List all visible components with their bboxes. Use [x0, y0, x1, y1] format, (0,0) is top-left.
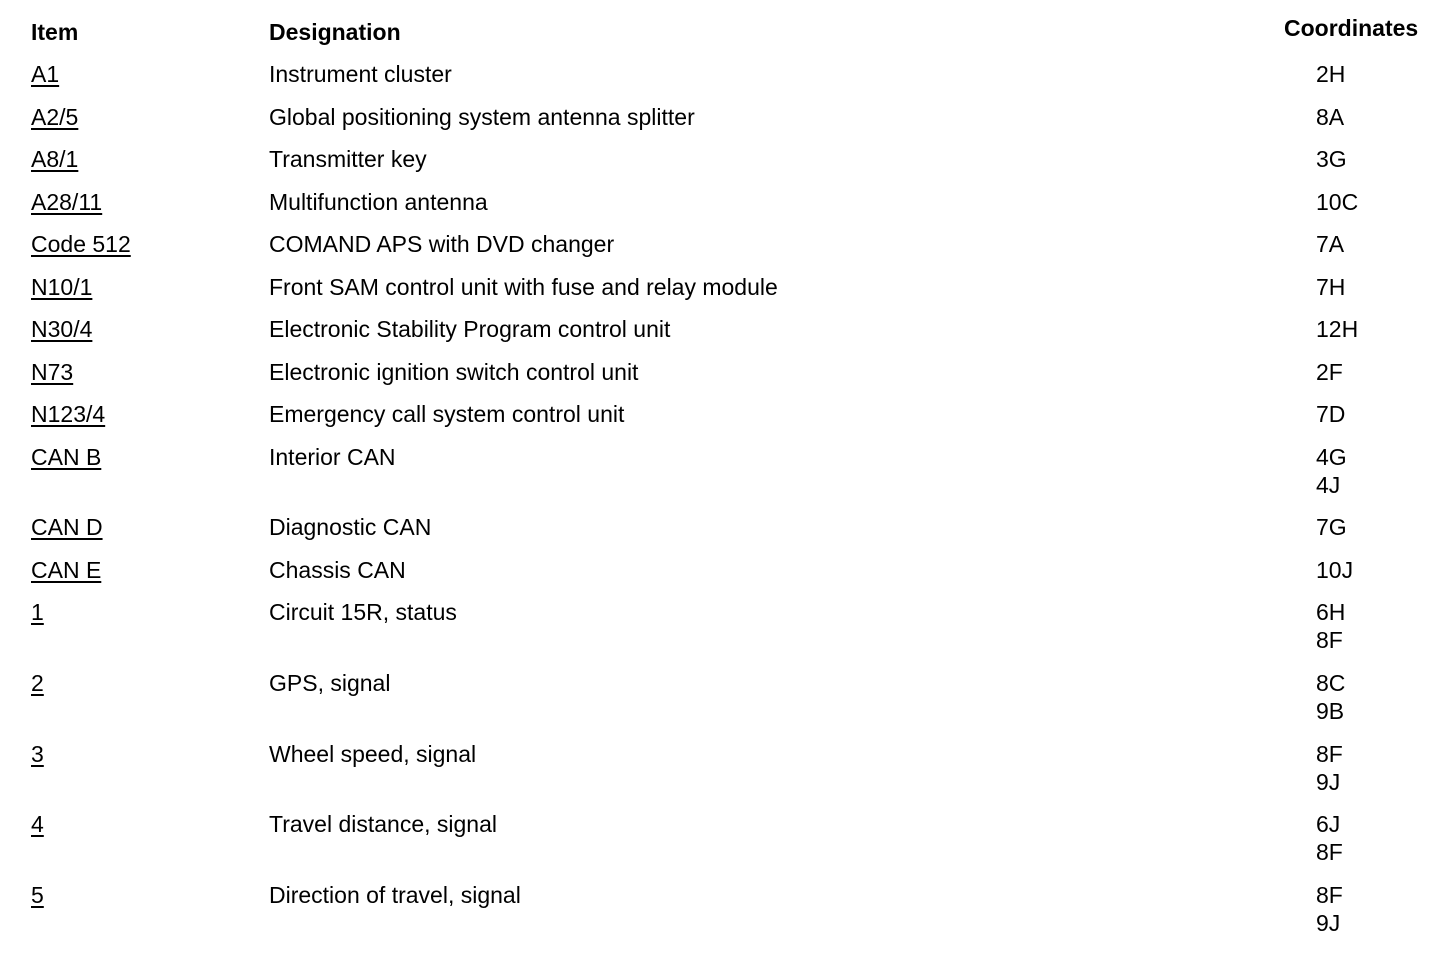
- coordinates-cell: [1316, 740, 1343, 796]
- coordinate-value: 9J: [1316, 909, 1341, 936]
- table-row: [0, 598, 1456, 669]
- designation-text: Instrument cluster: [269, 61, 452, 87]
- coordinates-cell: [1316, 60, 1345, 88]
- coordinates-cell: [1316, 273, 1345, 301]
- table-row: [0, 358, 1456, 401]
- coordinate-value: 3G: [1316, 146, 1347, 172]
- designation-text: Chassis CAN: [269, 556, 406, 583]
- table-row: [0, 145, 1456, 188]
- item-link[interactable]: 1: [31, 599, 44, 626]
- item-link[interactable]: CAN D: [31, 514, 103, 541]
- designation-text: Multifunction antenna: [269, 188, 488, 215]
- item-link[interactable]: 4: [31, 811, 44, 838]
- coordinate-value: 6H: [1316, 599, 1346, 626]
- header-item: Item: [31, 19, 79, 45]
- designation-text: Interior CAN: [269, 443, 396, 470]
- table-row: [0, 513, 1456, 556]
- table-row: [0, 230, 1456, 273]
- legend-rows: [0, 60, 1456, 952]
- coordinate-value: 6J: [1316, 811, 1341, 838]
- designation-text: COMAND APS with DVD changer: [269, 231, 615, 257]
- coordinates-cell: [1316, 188, 1358, 216]
- table-row: [0, 103, 1456, 146]
- coordinate-value: 4G: [1316, 443, 1347, 470]
- designation-text: GPS, signal: [269, 669, 391, 696]
- coordinate-value: 8F: [1316, 881, 1343, 908]
- item-link[interactable]: 5: [31, 881, 44, 908]
- table-row: [0, 188, 1456, 231]
- table-row: [0, 60, 1456, 103]
- designation-text: Circuit 15R, status: [269, 599, 457, 626]
- item-link[interactable]: 2: [31, 669, 44, 696]
- table-row: [0, 740, 1456, 811]
- table-row: [0, 556, 1456, 599]
- coordinate-value: 2F: [1316, 358, 1343, 385]
- coordinates-cell: [1316, 443, 1347, 499]
- item-link[interactable]: A8/1: [31, 146, 79, 172]
- designation-text: Transmitter key: [269, 146, 427, 172]
- coordinates-cell: [1316, 669, 1345, 725]
- coordinate-value: 8C: [1316, 669, 1346, 696]
- coordinate-value: 7D: [1316, 401, 1346, 427]
- coordinate-value: 8F: [1316, 740, 1343, 767]
- table-row: [0, 400, 1456, 443]
- coordinate-value: 8F: [1316, 839, 1343, 866]
- designation-text: Front SAM control unit with fuse and relay module: [269, 273, 778, 300]
- designation-text: Diagnostic CAN: [269, 514, 432, 541]
- item-link[interactable]: A2/5: [31, 103, 79, 130]
- coordinates-cell: [1316, 556, 1353, 584]
- item-link[interactable]: N123/4: [31, 401, 106, 427]
- item-link[interactable]: 3: [31, 740, 44, 767]
- coordinate-value: 8F: [1316, 627, 1343, 654]
- table-row: [0, 810, 1456, 881]
- coordinates-cell: [1316, 230, 1344, 258]
- coordinates-cell: [1316, 358, 1343, 386]
- table-row: [0, 315, 1456, 358]
- designation-text: Wheel speed, signal: [269, 740, 477, 767]
- designation-text: Electronic Stability Program control unit: [269, 316, 671, 342]
- designation-text: Emergency call system control unit: [269, 401, 625, 427]
- table-row: [0, 881, 1456, 952]
- coordinate-value: 12H: [1316, 316, 1359, 342]
- header-designation: Designation: [269, 19, 401, 45]
- item-link[interactable]: A28/11: [31, 188, 103, 215]
- designation-text: Electronic ignition switch control unit: [269, 358, 639, 385]
- item-link[interactable]: A1: [31, 61, 60, 87]
- item-link[interactable]: N73: [31, 358, 74, 385]
- coordinates-cell: [1316, 598, 1345, 654]
- coordinate-value: 10J: [1316, 556, 1354, 583]
- coordinate-value: 2H: [1316, 61, 1346, 87]
- coordinates-cell: [1316, 881, 1343, 937]
- coordinate-value: 7H: [1316, 273, 1346, 300]
- coordinate-value: 4J: [1316, 471, 1341, 498]
- coordinate-value: 7A: [1316, 231, 1345, 257]
- coordinates-cell: [1316, 513, 1347, 541]
- item-link[interactable]: N10/1: [31, 273, 93, 300]
- coordinate-value: 9J: [1316, 768, 1341, 795]
- item-link[interactable]: Code 512: [31, 231, 131, 257]
- coordinate-value: 7G: [1316, 514, 1347, 541]
- coordinates-cell: [1316, 315, 1358, 343]
- designation-text: Direction of travel, signal: [269, 881, 521, 908]
- coordinates-cell: [1316, 810, 1343, 866]
- coordinate-value: 9B: [1316, 697, 1345, 724]
- item-link[interactable]: CAN B: [31, 443, 102, 470]
- coordinates-cell: [1316, 400, 1345, 428]
- designation-text: Travel distance, signal: [269, 811, 497, 838]
- coordinates-cell: [1316, 145, 1347, 173]
- item-link[interactable]: CAN E: [31, 556, 102, 583]
- designation-text: Global positioning system antenna splitter: [269, 103, 695, 130]
- coordinates-cell: [1316, 103, 1344, 131]
- coordinate-value: 10C: [1316, 188, 1359, 215]
- table-row: [0, 443, 1456, 514]
- item-link[interactable]: N30/4: [31, 316, 93, 342]
- table-row: [0, 669, 1456, 740]
- coordinate-value: 8A: [1316, 103, 1345, 130]
- header-coordinates: Coordinates: [1284, 15, 1419, 41]
- table-row: [0, 273, 1456, 316]
